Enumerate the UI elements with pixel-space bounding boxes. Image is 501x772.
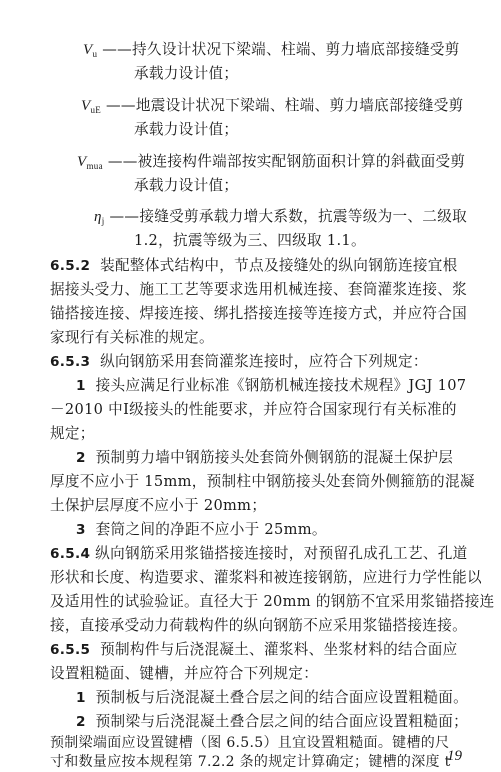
clause-6-5-5-item2 [76,712,468,732]
item-text: 接头应满足行业标准《钢筋机械连接技术规程》JGJ 107 [95,377,467,394]
definition-text: 持久设计状况下梁端、柱端、剪力墙底部接缝受剪 [132,41,460,58]
clause-number: 6.5.3 [50,354,91,370]
dash: —— [107,153,138,170]
definition-text: 被连接构件端部按实配钢筋面积计算的斜截面受剪 [137,153,466,170]
symbol: $\eta_j$ [94,209,105,226]
item-number: 1 [76,690,86,706]
clause-6-5-3-item2-line2: 厚度不应小于 15mm，预制柱中钢筋接头处套筒外侧箍筋的混凝 [50,473,475,490]
clause-6-5-4-line2: 形状和长度、构造要求、灌浆料和被连接钢筋，应进行力学性能以 [50,569,482,586]
definition-etaj [94,207,467,231]
item-text: 预制剪力墙中钢筋接头处套筒外侧钢筋的混凝土保护层 [95,449,454,466]
clause-6-5-3-item1-line3: 规定； [50,425,95,442]
symbol: $V_u$ [83,42,98,59]
clause-6-5-4-line3: 及适用性的试验验证。直径大于 20mm 的钢筋不宜采用浆锚搭接连 [50,593,495,610]
clause-6-5-3-item3 [76,520,327,540]
definition-vmua [77,152,465,176]
definition-text: 地震设计状况下梁端、柱端、剪力墙底部接缝受剪 [135,97,464,114]
item-text: 预制梁与后浇混凝土叠合层之间的结合面应设置粗糙面； [95,713,469,730]
item-text: 预制板与后浇混凝土叠合层之间的结合面应设置粗糙面。 [95,689,469,706]
clause-6-5-3-item2-line3: 土保护层厚度不应小于 20mm； [50,497,267,514]
clause-6-5-4 [50,544,468,564]
symbol: $V_{mua}$ [77,154,103,171]
item-number: 2 [76,714,86,730]
clause-6-5-2-line3: 锚搭接连接、焊接连接、绑扎搭接连接等连接方式，并应符合国 [50,305,468,322]
clause-6-5-5-line2: 设置粗糙面、键槽，并应符合下列规定： [50,665,319,682]
clause-6-5-5-item1 [76,688,468,708]
clause-6-5-3-item1 [76,376,466,396]
clause-6-5-2-line2: 据接头受力、施工工艺等要求选用机械连接、套筒灌浆连接、浆 [50,281,468,298]
clause-number: 6.5.2 [50,258,91,274]
definition-text: 接缝受剪承载力增大系数，抗震等级为一、二级取 [139,208,467,225]
item-number: 2 [76,450,86,466]
item-number: 3 [76,522,86,538]
dash: —— [102,41,133,58]
definition-vu-cont: 承载力设计值； [134,65,239,82]
definition-vu [83,40,460,64]
clause-6-5-2 [50,256,458,276]
symbol: $V_{uE}$ [81,98,102,115]
page-number: 19 [447,748,462,764]
dash: —— [109,208,140,225]
clause-text: 预制构件与后浇混凝土、灌浆料、坐浆材料的结合面应 [100,641,458,658]
clause-number: 6.5.5 [50,642,91,658]
clause-text: 装配整体式结构中，节点及接缝处的纵向钢筋连接宜根 [100,257,458,274]
dash: —— [106,97,136,114]
item-number: 1 [76,378,86,394]
clause-text: 纵向钢筋采用套筒灌浆连接时，应符合下列规定： [100,353,428,370]
definition-vue-cont: 承载力设计值； [134,121,239,138]
clause-6-5-3-item1-line2: －2010 中Ⅰ级接头的性能要求，并应符合国家现行有关标准的 [50,401,457,418]
clause-text: 纵向钢筋采用浆锚搭接连接时，对预留孔成孔工艺、孔道 [95,545,468,562]
clause-6-5-2-line4: 家现行有关标准的规定。 [50,329,214,346]
clause-6-5-3 [50,352,428,372]
clause-6-5-5-item2-line3: 寸和数量应按本规程第 7.2.2 条的规定计算确定；键槽的深度 t [50,754,451,770]
clause-6-5-5 [50,640,458,660]
definition-vue [81,96,464,120]
clause-6-5-4-line4: 接，直接承受动力荷载构件的纵向钢筋不应采用浆锚搭接连接。 [50,617,468,634]
clause-number: 6.5.4 [50,546,91,562]
definition-etaj-cont: 1.2，抗震等级为三、四级取 1.1。 [134,232,366,249]
item-text: 套筒之间的净距不应小于 25mm。 [95,521,327,538]
clause-6-5-3-item2 [76,448,453,468]
clause-6-5-5-item2-line2: 预制梁端面应设置键槽（图 6.5.5）且宜设置粗糙面。键槽的尺 [50,735,450,751]
definition-vmua-cont: 承载力设计值； [134,177,239,194]
